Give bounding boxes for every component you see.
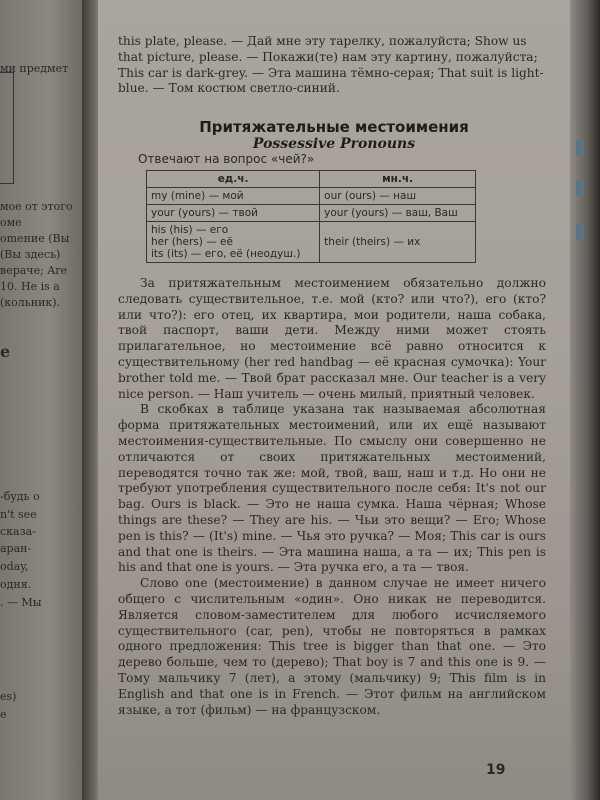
cell-plural-2: your (yours) — ваш, Ваш — [320, 205, 476, 222]
page-tab — [576, 180, 584, 196]
header-paragraph — [118, 34, 546, 97]
section-subtitle: Possessive Pronouns — [252, 136, 416, 152]
left-text: ми предмет — [0, 62, 69, 75]
left-text: одня. — [0, 578, 32, 591]
left-text: оmение (Вы — [0, 232, 70, 245]
header-line: This car is dark-grey. — Эта машина тёмно-серая; That suit is light- — [118, 65, 544, 80]
cell-singular-1: my (mine) — мой — [147, 188, 320, 205]
left-text: мое от этого — [0, 200, 73, 213]
section-question: Отвечают на вопрос «чей?» — [138, 152, 315, 166]
left-text: es) — [0, 690, 17, 703]
cell-plural-3: their (theirs) — их — [320, 222, 476, 263]
paragraph-2: В скобках в таблице указана так называемая абсолютная форма притяжательных местоимений, или их ещё называют местоимения-существительные. По смыслу они совершенно не отличаются от своих притяжательных местоимений, переводятся точно так же: мой, твой, ваш, наш и т.д. Но они не требуют употребления существительного после себя: It's not our bag. Ours is black. — Это не наша сумка. Наша чёрная; Whose things are these? — They are his. — Чьи это вещи? — Его; Whose pen is this? — (It's) mine. — Чья это ручка? — Моя; This car is ours and that one is theirs. — Эта машина наша, а та — их; This pen is his and that one is yours. — Эта ручка его, а та — твоя. — [118, 402, 546, 575]
page-number: 19 — [486, 762, 506, 778]
cell-plural-1: our (ours) — наш — [320, 188, 476, 205]
book-edge — [570, 0, 600, 800]
left-text: -будь о — [0, 490, 40, 503]
page-tab — [576, 224, 584, 240]
left-text: (кольник). — [0, 296, 61, 309]
left-text: вераче; Are — [0, 264, 67, 277]
left-text: oday, — [0, 560, 29, 573]
left-text: сказа- — [0, 525, 36, 538]
paragraph-1: За притяжательным местоимением обязательно должно следовать существительное, т.е. мой (кто? или что?), его (кто? или что?): его отец, их квартира, мои родители, наша собака, твой паспорт, ваши дети. Между ними может стоять прилагательное, но местоимение всё равно относится к существительному (her red handbag — её красная сумочка): Your brother told me. — Твой брат рассказал мне. Our teacher is a very nice person. — Наш учитель — очень милый, приятный человек. — [118, 276, 546, 401]
left-text: n't see — [0, 508, 37, 521]
header-line: blue. — Том костюм светло-синий. — [118, 81, 340, 96]
paragraph-3: Слово one (местоимение) в данном случае не имеет ничего общего с числительным «один». Оно никак не переводится. Является словом-заместителем для любого исчисляемого существительного (car, pen), чтобы не повторяться в рамках одного предложения: This tree is bigger than that one. — Это дерево больше, чем то (дерево); That boy is 7 and this one is 9. — Тому мальчику 7 (лет), а этому (мальчику) 9; This film is in English and that one is in French. — Этот фильм на английском языке, а тот (фильм) — на французском. — [118, 576, 546, 717]
cell-line: her (hers) — её — [151, 236, 233, 248]
header-line: this plate, please. — Дай мне эту тарелку, пожалуйста; Show us — [118, 34, 527, 48]
section-title: Притяжательные местоимения — [199, 118, 469, 136]
cell-line: his (his) — его — [151, 224, 229, 236]
page-tab — [576, 140, 584, 156]
header-singular: ед.ч. — [147, 171, 320, 188]
table-fragment — [0, 72, 14, 184]
left-page-fragment — [0, 0, 82, 800]
left-text: (Вы здесь) — [0, 248, 61, 261]
left-text: аран- — [0, 542, 32, 555]
header-plural: мн.ч. — [320, 171, 476, 188]
body-text — [118, 276, 546, 718]
cell-singular-3 — [147, 222, 320, 263]
left-text: оме — [0, 216, 22, 229]
pronoun-table — [146, 170, 476, 263]
left-text: 10. Не is a — [0, 280, 60, 293]
header-line: that picture, please. — Покажи(те) нам эту картину, пожалуйста; — [118, 49, 538, 64]
book-page — [98, 0, 570, 800]
cell-line: its (its) — его, её (неодуш.) — [151, 248, 301, 260]
cell-singular-2: your (yours) — твой — [147, 205, 320, 222]
left-text: е — [0, 342, 11, 361]
left-text: . — Мы — [0, 596, 42, 609]
left-text: е — [0, 708, 7, 721]
